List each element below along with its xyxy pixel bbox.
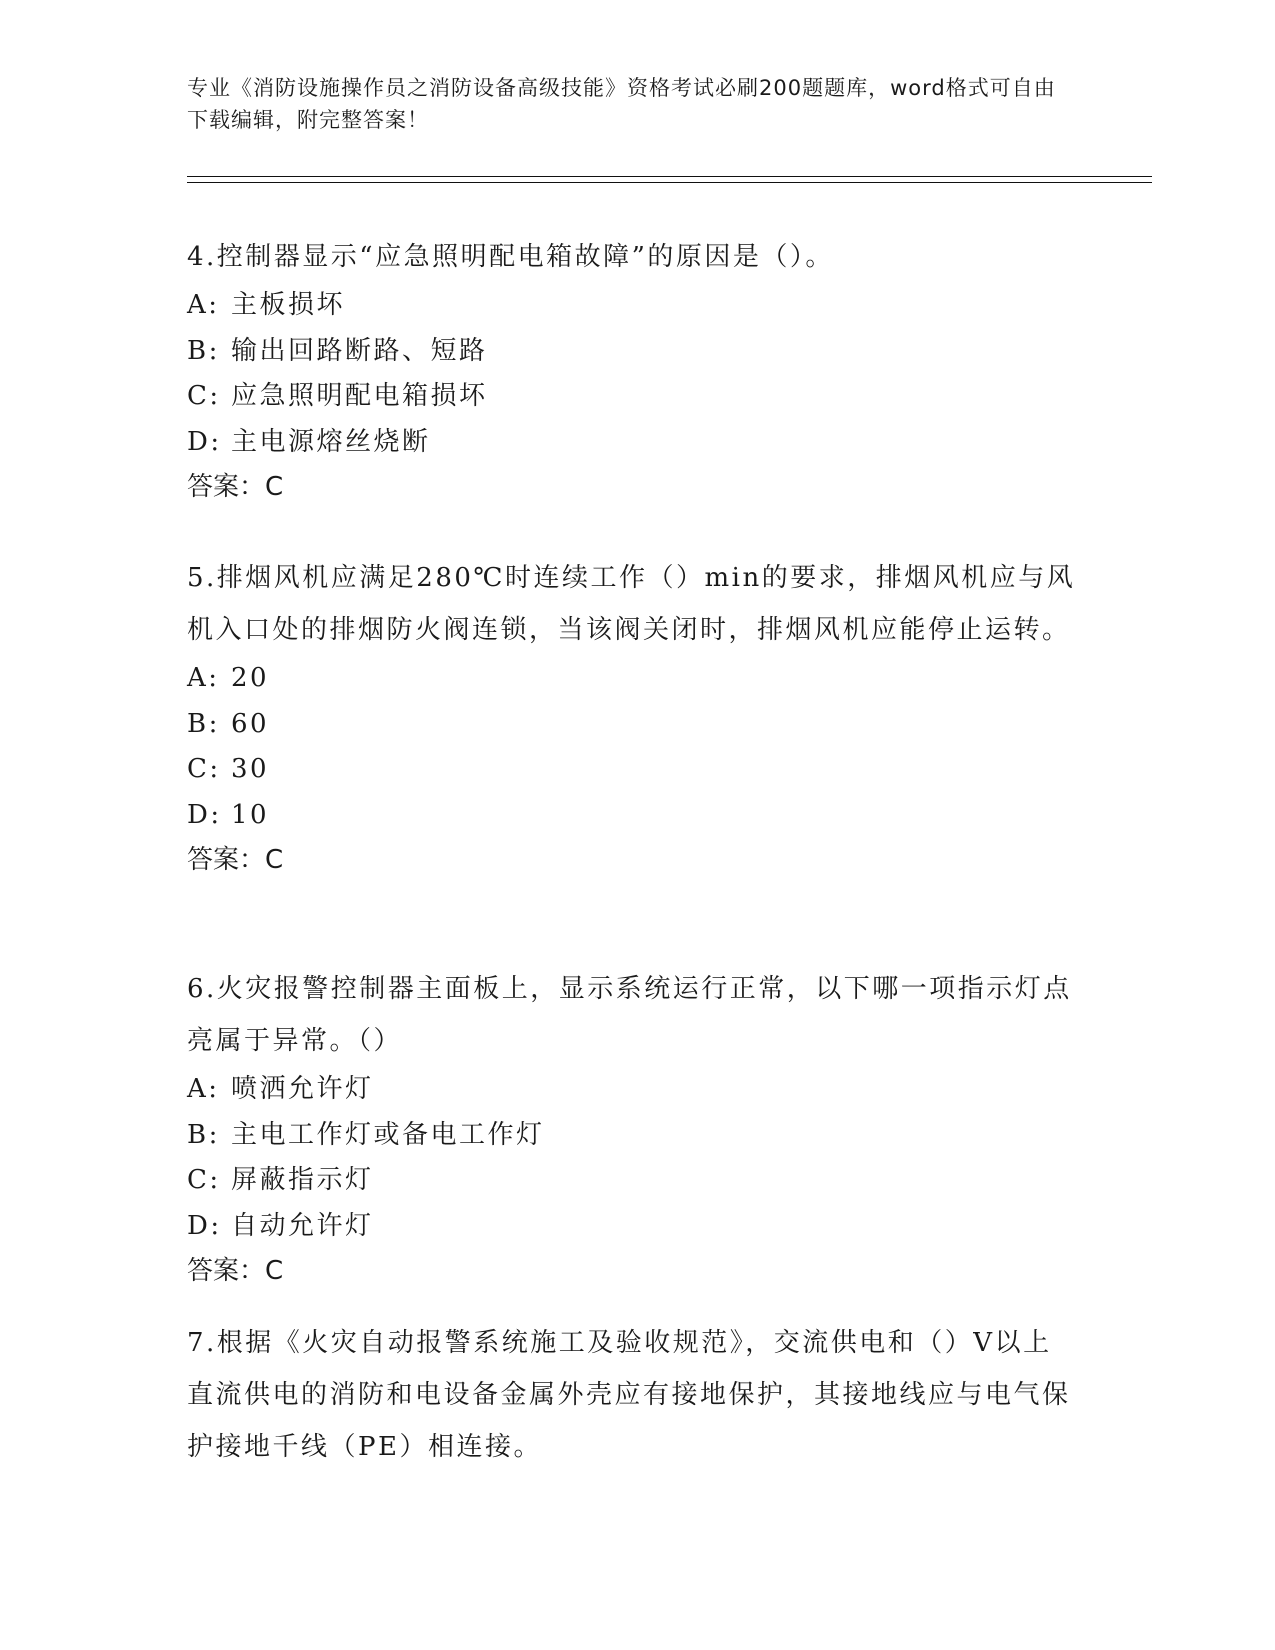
option-text: 主电工作灯或备电工作灯 (231, 1119, 545, 1150)
option-text: 屏蔽指示灯 (231, 1165, 374, 1195)
document-header: 专业《消防设施操作员之消防设备高级技能》资格考试必刷200题题库，word格式可自由下载编辑，附完整答案！ (187, 76, 1056, 132)
option-key: C: (187, 754, 221, 784)
option-a (187, 656, 1087, 702)
option-key: A: (187, 1074, 220, 1104)
option-d (187, 420, 1087, 466)
option-text: 主电源熔丝烧断 (231, 426, 431, 457)
option-text: 主板损坏 (231, 290, 346, 320)
option-text: 30 (231, 754, 270, 784)
option-c (187, 374, 1087, 420)
option-text: 输出回路断路、短路 (231, 335, 488, 366)
option-text: 60 (231, 708, 270, 739)
option-key: A: (187, 663, 220, 693)
question-stem: 5.排烟风机应满足280℃时连续工作（）min的要求，排烟风机应与风机入口处的排烟防火阀连锁，当该阀关闭时，排烟风机应能停止运转。 (187, 563, 1076, 645)
option-c (187, 1158, 1087, 1204)
option-key: C: (187, 1165, 221, 1195)
option-a (187, 283, 1087, 329)
option-text: 20 (231, 663, 270, 693)
option-b (187, 329, 1087, 375)
header-divider (187, 176, 1152, 183)
option-a (187, 1067, 1087, 1113)
option-text: 喷洒允许灯 (231, 1074, 374, 1104)
answer-line: 答案：C (187, 1256, 284, 1286)
option-b (187, 702, 1087, 748)
option-key: C: (187, 381, 221, 411)
option-key: D: (187, 426, 222, 457)
question-stem: 7.根据《火灾自动报警系统施工及验收规范》，交流供电和（）V以上直流供电的消防和电设备金属外壳应有接地保护，其接地线应与电气保护接地千线（PE）相连接。 (187, 1328, 1071, 1462)
option-key: B: (187, 708, 220, 739)
answer-line: 答案：C (187, 845, 284, 875)
question-4 (187, 231, 1087, 511)
option-b (187, 1113, 1087, 1159)
option-key: B: (187, 335, 220, 366)
option-key: B: (187, 1119, 220, 1150)
option-key: D: (187, 1210, 222, 1241)
question-stem: 6.火灾报警控制器主面板上，显示系统运行正常，以下哪一项指示灯点亮属于异常。（） (187, 974, 1072, 1056)
option-c (187, 747, 1087, 793)
question-6 (187, 963, 1087, 1295)
question-stem: 4.控制器显示“应急照明配电箱故障”的原因是（）。 (187, 242, 834, 272)
answer-line: 答案：C (187, 472, 284, 502)
question-5 (187, 552, 1087, 884)
option-d (187, 793, 1087, 839)
option-key: A: (187, 290, 220, 320)
option-d (187, 1204, 1087, 1250)
question-7 (187, 1317, 1087, 1473)
option-text: 自动允许灯 (231, 1210, 374, 1241)
option-key: D: (187, 799, 222, 830)
option-text: 10 (231, 799, 270, 830)
option-text: 应急照明配电箱损坏 (231, 381, 488, 411)
